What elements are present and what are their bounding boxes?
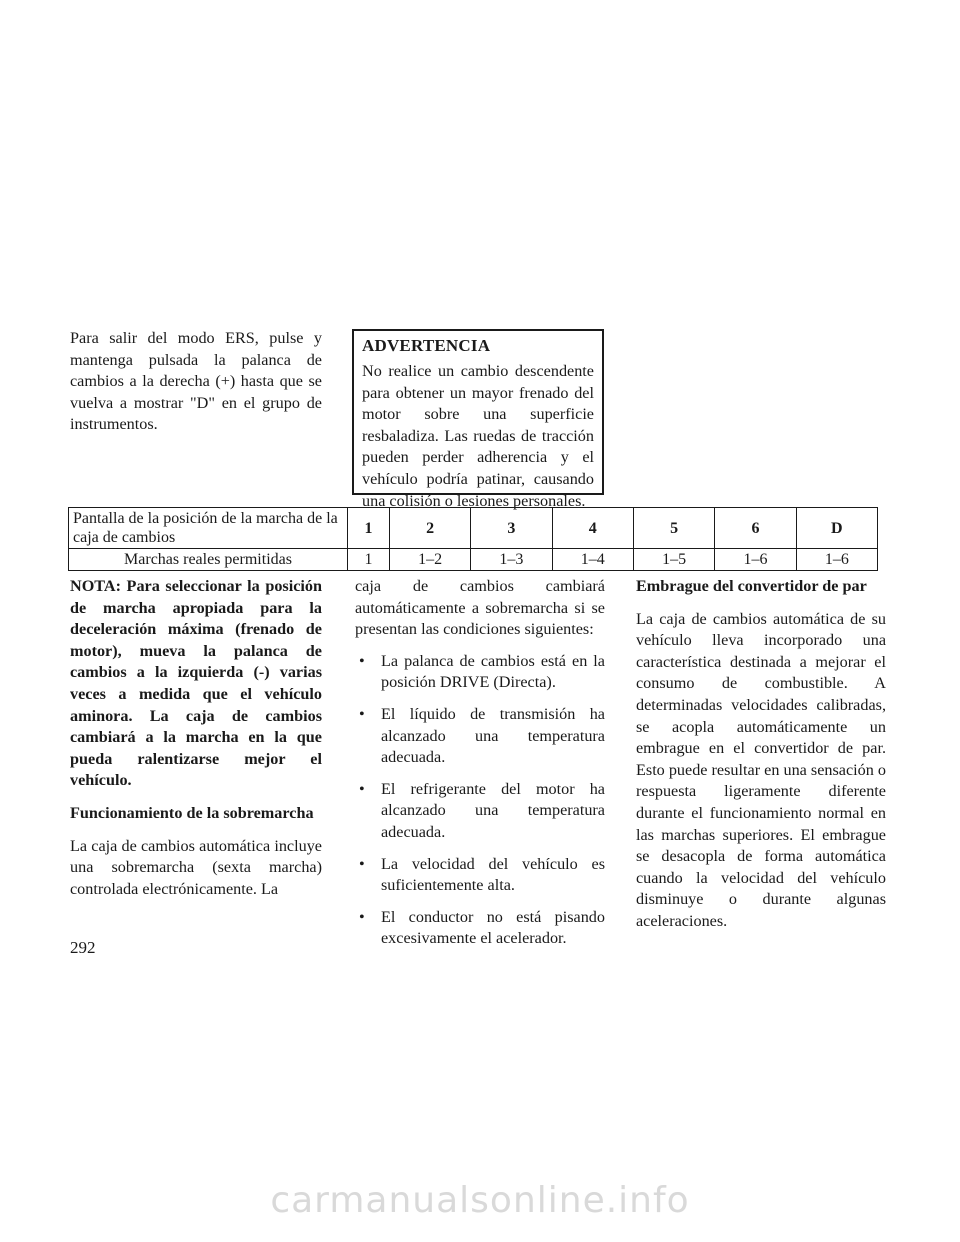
table-cell: D bbox=[796, 508, 877, 549]
table-cell: 1–3 bbox=[471, 549, 552, 571]
overdrive-paragraph: La caja de cambios automática incluye una sobremarcha (sexta marcha) controlada electrónicamente. La bbox=[70, 836, 322, 898]
page-number: 292 bbox=[70, 938, 96, 957]
table-cell: 5 bbox=[633, 508, 714, 549]
column-1 bbox=[70, 576, 322, 900]
list-item bbox=[355, 651, 605, 694]
list-item bbox=[355, 907, 605, 950]
bullet-icon: • bbox=[359, 907, 365, 926]
table-cell: 1–5 bbox=[633, 549, 714, 571]
warning-title: ADVERTENCIA bbox=[362, 336, 491, 355]
list-item bbox=[355, 854, 605, 897]
gear-table bbox=[68, 507, 878, 571]
table-cell: 1 bbox=[348, 549, 390, 571]
table-row-label: Pantalla de la posición de la marcha de la caja de cambios bbox=[69, 508, 348, 549]
table-row bbox=[69, 549, 878, 571]
note-paragraph: NOTA: Para seleccionar la posición de marcha apropiada para la deceleración máxima (frenado de motor), mueva la palanca de cambios a la izquierda (-) varias veces a medida que el vehículo aminora. La caja de cambios cambiará a la marcha en la que pueda ralentizarse mejor el vehículo. bbox=[70, 577, 322, 790]
warning-box bbox=[352, 329, 604, 510]
intro-paragraph: Para salir del modo ERS, pulse y mantenga pulsada la palanca de cambios a la derecha (+) hasta que se vuelva a mostrar "D" en el grupo de instrumentos. bbox=[70, 329, 322, 434]
list-item bbox=[355, 779, 605, 844]
warning-body: No realice un cambio descendente para obtener un mayor frenado del motor sobre una superficie resbaladiza. Las ruedas de tracción pueden perder adherencia y el vehículo podría patinar, causando una colisión o lesiones personales. bbox=[362, 362, 594, 510]
table-cell: 3 bbox=[471, 508, 552, 549]
table-cell: 4 bbox=[552, 508, 633, 549]
list-item-text: La velocidad del vehículo es suficientemente alta. bbox=[381, 854, 605, 895]
list-item-text: El refrigerante del motor ha alcanzado una temperatura adecuada. bbox=[381, 779, 605, 841]
watermark-footer: carmanualsonline.info bbox=[270, 1180, 690, 1221]
table-row bbox=[69, 508, 878, 549]
list-item bbox=[355, 704, 605, 769]
bullet-icon: • bbox=[359, 854, 365, 873]
table-cell: 1–6 bbox=[715, 549, 796, 571]
bullet-icon: • bbox=[359, 704, 365, 723]
table-cell: 1 bbox=[348, 508, 390, 549]
bullet-icon: • bbox=[359, 779, 365, 798]
column-2 bbox=[355, 576, 605, 950]
table-row-label: Marchas reales permitidas bbox=[69, 549, 348, 571]
table-cell: 1–4 bbox=[552, 549, 633, 571]
bullet-icon: • bbox=[359, 651, 365, 670]
converter-heading: Embrague del convertidor de par bbox=[636, 577, 867, 595]
table-cell: 1–6 bbox=[796, 549, 877, 571]
table-cell: 2 bbox=[389, 508, 470, 549]
column-3 bbox=[636, 576, 886, 933]
table-cell: 6 bbox=[715, 508, 796, 549]
converter-paragraph: La caja de cambios automática de su vehículo lleva incorporado una característica destinada a mejorar el consumo de combustible. A determinadas velocidades calibradas, se acopla automáticamente un embrague en el convertidor de par. Esto puede resultar en una sensación o respuesta ligeramente diferente durante el funcionamiento normal en las marchas superiores. El embrague se desacopla de forma automática cuando la velocidad del vehículo disminuye o durante algunas aceleraciones. bbox=[636, 609, 886, 930]
overdrive-heading: Funcionamiento de la sobremarcha bbox=[70, 803, 314, 822]
table-cell: 1–2 bbox=[389, 549, 470, 571]
overdrive-continued-paragraph: caja de cambios cambiará automáticamente a sobremarcha si se presentan las condiciones siguientes: bbox=[355, 577, 605, 639]
list-item-text: El líquido de transmisión ha alcanzado una temperatura adecuada. bbox=[381, 704, 605, 767]
list-item-text: El conductor no está pisando excesivamente el acelerador. bbox=[381, 907, 605, 948]
list-item-text: La palanca de cambios está en la posición DRIVE (Directa). bbox=[381, 651, 605, 692]
